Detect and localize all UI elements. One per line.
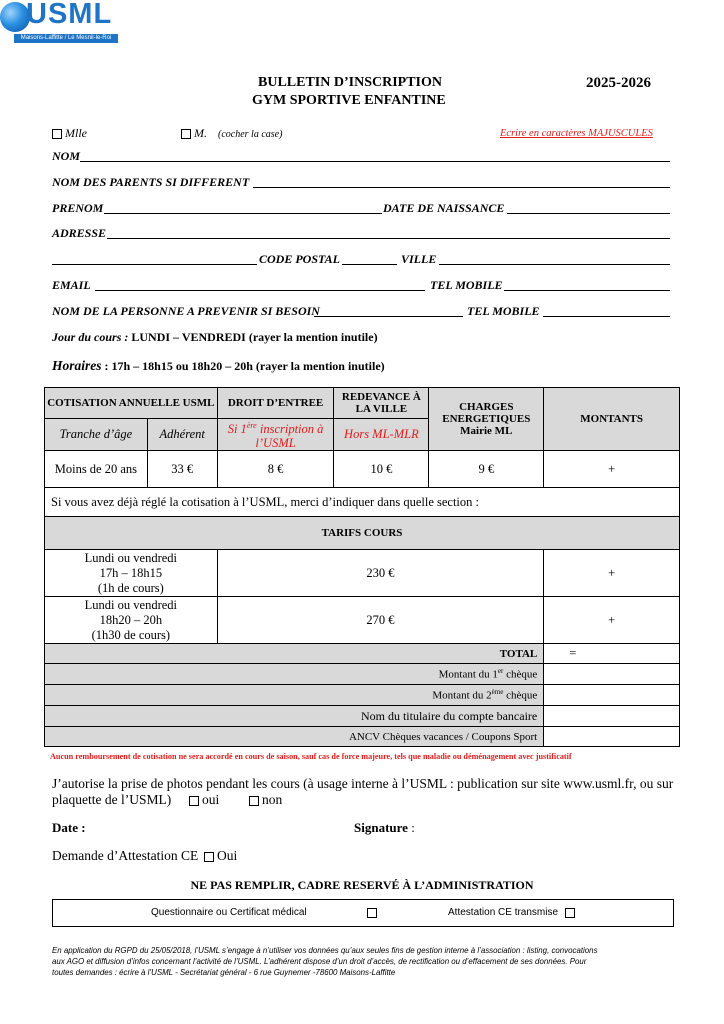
jour-label: Jour du cours : [52,330,129,344]
cheque1-label [45,664,544,685]
form-title: BULLETIN D’INSCRIPTION [258,75,442,90]
h-charges [429,388,544,451]
adresse-label: ADRESSE [52,226,107,240]
ville-field[interactable] [439,264,670,265]
h-cotisation: COTISATION ANNUELLE USML [45,388,218,419]
cours-2-desc [45,597,218,644]
photos-text-1: J’autorise la prise de photos pendant les cours (à usage interne à l’USML : publication sur site www.usml.fr, ou sur [52,776,674,791]
cheque2-a: Montant du 2 [432,689,492,702]
prenom-label: PRENOM [52,201,104,215]
cheque1-sup: er [497,667,504,676]
deja-cell[interactable]: Si vous avez déjà réglé la cotisation à l’USML, merci d’indiquer dans quelle section : [45,488,680,517]
cours-1-prix: 230 € [217,550,544,597]
cours-1-montant[interactable]: + [544,550,680,597]
photos-text-2: plaquette de l’USML) [52,792,172,807]
h-droit-note [217,419,334,451]
h-charges-label: CHARGES ENERGETIQUES [442,401,531,426]
h-redevance: REDEVANCE À LA VILLE [334,388,429,419]
adresse-field[interactable] [107,238,670,239]
form-subtitle: GYM SPORTIVE ENFANTINE [252,93,446,108]
questionnaire-checkbox[interactable] [367,908,377,918]
rgpd-line-2: aux AGO et diffusion d’infos concernant l’activité de l’USML. L’adhérent dispose d’un droit d’accès, de rectification ou d’effacement de ses données. Pour [52,957,587,966]
cours-1-l2: 17h – 18h15 [99,565,163,580]
cp-field[interactable] [342,264,397,265]
cp-label: CODE POSTAL [259,252,341,266]
titulaire-field[interactable] [544,706,680,727]
cotisation-cell: 33 € [147,451,217,488]
cheque1-a: Montant du 1 [438,668,498,681]
tel-mobile-field[interactable] [504,290,670,291]
prevenir-field[interactable] [314,316,463,317]
cocher-hint: (cocher la case) [218,129,283,140]
jour-value: LUNDI – VENDREDI (rayer la mention inutile) [128,330,378,344]
attestation-oui: Oui [216,848,238,863]
signature-colon: : [407,820,415,835]
m-label: M. [194,126,207,140]
cours-1-l3: (1h de cours) [97,580,164,595]
tarifs-table [44,387,680,747]
rgpd-line-3: toutes demandes : écrire à l’USML - Secrétariat général - 6 rue Guynemer -78600 Maisons-Laffitte [52,968,396,977]
droit-note-sup: ère [246,421,257,430]
admin-title: NE PAS REMPLIR, CADRE RESERVÉ À L’ADMINISTRATION [190,878,534,892]
cheque2-field[interactable] [544,685,680,706]
ancv-field[interactable] [544,727,680,747]
logo-subtitle: Maisons-Laffitte / Le Mesnil-le-Roi [14,34,118,43]
usml-logo [0,0,120,46]
date-label: Date : [52,820,86,835]
cours-1-l1: Lundi ou vendredi [84,550,177,565]
adresse-field-2[interactable] [52,264,257,265]
cheque2-b: chèque [503,689,538,702]
cours-2-l3: (1h30 de cours) [91,627,171,642]
signature-label: Signature [354,820,408,835]
attestation-text: Demande d’Attestation CE [52,848,199,863]
attestation-ce-label: Attestation CE transmise [448,907,559,918]
email-label: EMAIL [52,278,91,292]
majuscules-note: Ecrire en caractères MAJUSCULES [500,128,653,139]
civility-m [181,126,282,141]
attestation-checkbox[interactable] [204,852,214,862]
logo-text: USML [26,0,113,30]
h-hors: Hors ML-MLR [334,419,429,451]
signature-line [354,820,415,836]
h-montants: MONTANTS [544,388,680,451]
naissance-label: DATE DE NAISSANCE [383,201,505,215]
tel-mobile-2-field[interactable] [543,316,670,317]
age-cell: Moins de 20 ans [45,451,148,488]
ville-label: VILLE [401,252,437,266]
questionnaire-label: Questionnaire ou Certificat médical [151,907,307,918]
montant-cell-1[interactable]: + [544,451,680,488]
horaires-label: Horaires [52,358,102,373]
photos-non: non [262,792,283,807]
tarifs-cours-header: TARIFS COURS [45,517,680,550]
attestation-line [52,848,237,864]
season: 2025-2026 [586,75,651,91]
cheque2-sup: ème [491,688,504,697]
prevenir-label: NOM DE LA PERSONNE A PREVENIR SI BESOIN [52,304,320,318]
droit-cell: 8 € [217,451,334,488]
rgpd-notice [52,945,598,978]
mlle-label: Mlle [65,126,87,140]
prenom-field[interactable] [104,213,382,214]
redevance-cell: 10 € [334,451,429,488]
ancv-label: ANCV Chèques vacances / Coupons Sport [45,727,544,747]
cours-1-desc [45,550,218,597]
photos-line-2 [52,792,282,808]
titulaire-label: Nom du titulaire du compte bancaire [45,706,544,727]
jour-line [52,330,378,345]
tel-mobile-2-label: TEL MOBILE [467,304,540,318]
admin-box [52,899,674,927]
parents-field[interactable] [253,187,670,188]
horaires-line [52,358,385,374]
attestation-ce-checkbox[interactable] [565,908,575,918]
charges-cell: 9 € [429,451,544,488]
email-field[interactable] [95,290,425,291]
photos-oui: oui [201,792,220,807]
photos-oui-checkbox[interactable] [189,796,199,806]
h-charges-sub: Mairie ML [460,425,513,438]
cours-2-l2: 18h20 – 20h [99,612,163,627]
parents-label: NOM DES PARENTS SI DIFFERENT [52,175,250,189]
cheque1-field[interactable] [544,664,680,685]
droit-note-a: Si 1 [227,422,247,437]
rgpd-line-1: En application du RGPD du 25/05/2018, l’USML s’engage à n’utiliser vos données qu’aux seules fins de gestion interne à l’association : listing, convocations [52,946,598,955]
photos-non-checkbox[interactable] [249,796,259,806]
cheque1-b: chèque [503,668,538,681]
cours-2-prix: 270 € [217,597,544,644]
naissance-field[interactable] [507,213,670,214]
nom-label: NOM [52,149,81,163]
civility-row [52,126,87,141]
m-checkbox[interactable] [181,129,191,139]
h-droit: DROIT D’ENTREE [217,388,334,419]
mlle-checkbox[interactable] [52,129,62,139]
tel-mobile-label: TEL MOBILE [430,278,503,292]
remboursement-note: Aucun remboursement de cotisation ne sera accordé en cours de saison, sauf cas de force majeure, tels que maladie ou déménagement avec justificatif [50,752,572,761]
nom-field[interactable] [80,161,670,162]
horaires-value: : 17h – 18h15 ou 18h20 – 20h (rayer la mention inutile) [101,359,385,373]
cours-2-montant[interactable]: + [544,597,680,644]
h-tranche: Tranche d’âge [45,419,148,451]
droit-note-b: inscription à l’USML [255,422,324,451]
cheque2-label [45,685,544,706]
total-label: TOTAL [45,644,544,664]
cours-2-l1: Lundi ou vendredi [84,597,177,612]
total-cell[interactable]: = [544,644,680,664]
h-adherent: Adhérent [147,419,217,451]
